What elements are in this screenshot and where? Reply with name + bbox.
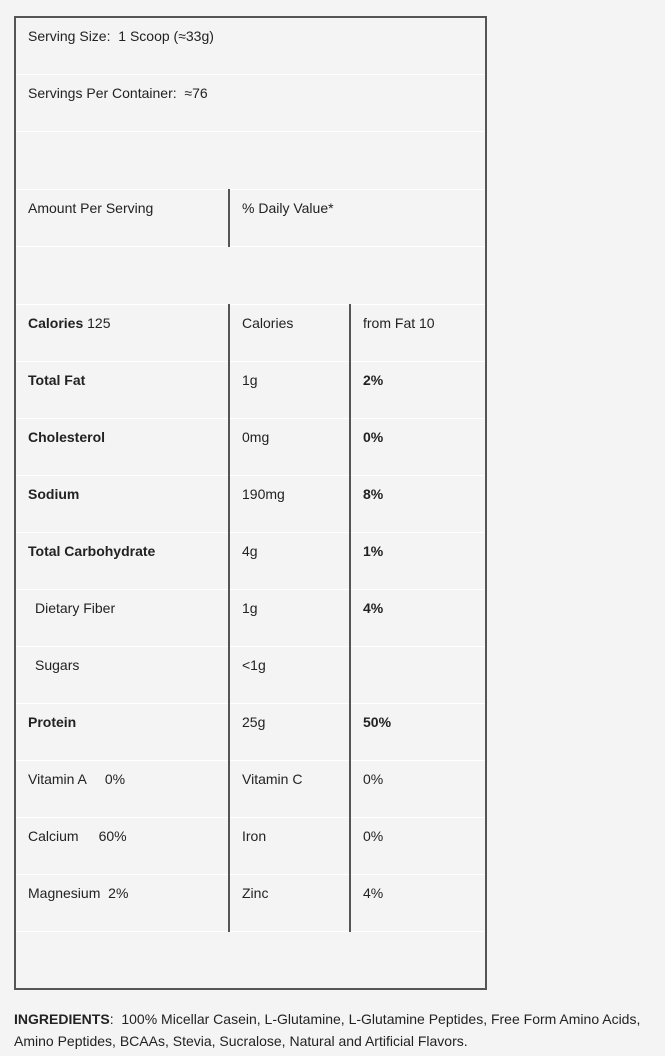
nutrient-daily-value: 2%: [350, 361, 486, 418]
nutrient-row: [15, 646, 486, 703]
spacer-row: [15, 931, 486, 989]
nutrient-name: Protein: [15, 703, 229, 760]
nutrient-daily-value: [350, 646, 486, 703]
calories-from-fat: from Fat 10: [350, 304, 486, 361]
vitamin-value: 0%: [350, 817, 486, 874]
vitamin-value: 4%: [350, 874, 486, 931]
serving-size-label: Serving Size:: [28, 28, 111, 44]
nutrient-row: [15, 361, 486, 418]
nutrient-row: [15, 532, 486, 589]
vitamin-name: Calcium: [28, 827, 79, 844]
table-header-row: [15, 189, 486, 246]
nutrient-daily-value: 1%: [350, 532, 486, 589]
vitamin-row: [15, 874, 486, 931]
nutrition-facts-table: [14, 16, 487, 990]
nutrient-daily-value: 0%: [350, 418, 486, 475]
ingredients-label: INGREDIENTS: [14, 1011, 110, 1027]
vitamin-value: 2%: [108, 884, 129, 901]
nutrient-row: [15, 703, 486, 760]
nutrient-daily-value: 8%: [350, 475, 486, 532]
vitamin-name: Iron: [229, 817, 350, 874]
serving-size-value: 1 Scoop (≈33g): [118, 28, 214, 44]
nutrient-name: Dietary Fiber: [15, 589, 229, 646]
nutrient-name: Sodium: [15, 475, 229, 532]
calories-value: 125: [87, 314, 111, 331]
nutrient-row: [15, 475, 486, 532]
spacer-row: [15, 246, 486, 304]
nutrient-amount: 190mg: [229, 475, 350, 532]
serving-size-row: [15, 17, 486, 74]
servings-per-container-label: Servings Per Container:: [28, 84, 177, 101]
nutrient-name: Sugars: [15, 646, 229, 703]
vitamin-value: 0%: [104, 770, 126, 787]
nutrient-amount: <1g: [229, 646, 350, 703]
nutrient-name: Total Fat: [15, 361, 229, 418]
nutrient-amount: 1g: [229, 361, 350, 418]
nutrient-amount: 25g: [229, 703, 350, 760]
nutrient-name: Total Carbohydrate: [15, 532, 229, 589]
calories-col2: Calories: [229, 304, 350, 361]
vitamin-value: 60%: [98, 827, 127, 844]
servings-per-container-value: ≈76: [184, 84, 208, 101]
nutrient-row: [15, 418, 486, 475]
vitamin-name: Vitamin A: [28, 770, 87, 787]
vitamin-name: Zinc: [229, 874, 350, 931]
nutrient-row: [15, 589, 486, 646]
amount-per-serving-header: Amount Per Serving: [15, 189, 229, 246]
ingredients-text: 100% Micellar Casein, L-Glutamine, L-Glutamine Peptides, Free Form Amino Acids, Amino Peptides, BCAAs, Stevia, Sucralose, Natural and Artificial Flavors.: [14, 1011, 641, 1049]
calories-row: [15, 304, 486, 361]
ingredients-block: INGREDIENTS: 100% Micellar Casein, L-Glutamine, L-Glutamine Peptides, Free Form Amino Acids, Amino Peptides, BCAAs, Stevia, Sucralose, Natural and Artificial Flavors.: [14, 1011, 641, 1049]
daily-value-header: % Daily Value*: [229, 189, 486, 246]
nutrient-amount: 0mg: [229, 418, 350, 475]
nutrient-amount: 4g: [229, 532, 350, 589]
nutrient-daily-value: 50%: [350, 703, 486, 760]
vitamin-name: Magnesium: [28, 884, 101, 901]
servings-per-container-row: [15, 74, 486, 131]
vitamin-row: [15, 760, 486, 817]
vitamin-name: Vitamin C: [229, 760, 350, 817]
nutrient-amount: 1g: [229, 589, 350, 646]
calories-label: Calories: [28, 314, 84, 331]
nutrient-daily-value: 4%: [350, 589, 486, 646]
nutrient-name: Cholesterol: [15, 418, 229, 475]
vitamin-row: [15, 817, 486, 874]
spacer-row: [15, 131, 486, 189]
vitamin-value: 0%: [350, 760, 486, 817]
